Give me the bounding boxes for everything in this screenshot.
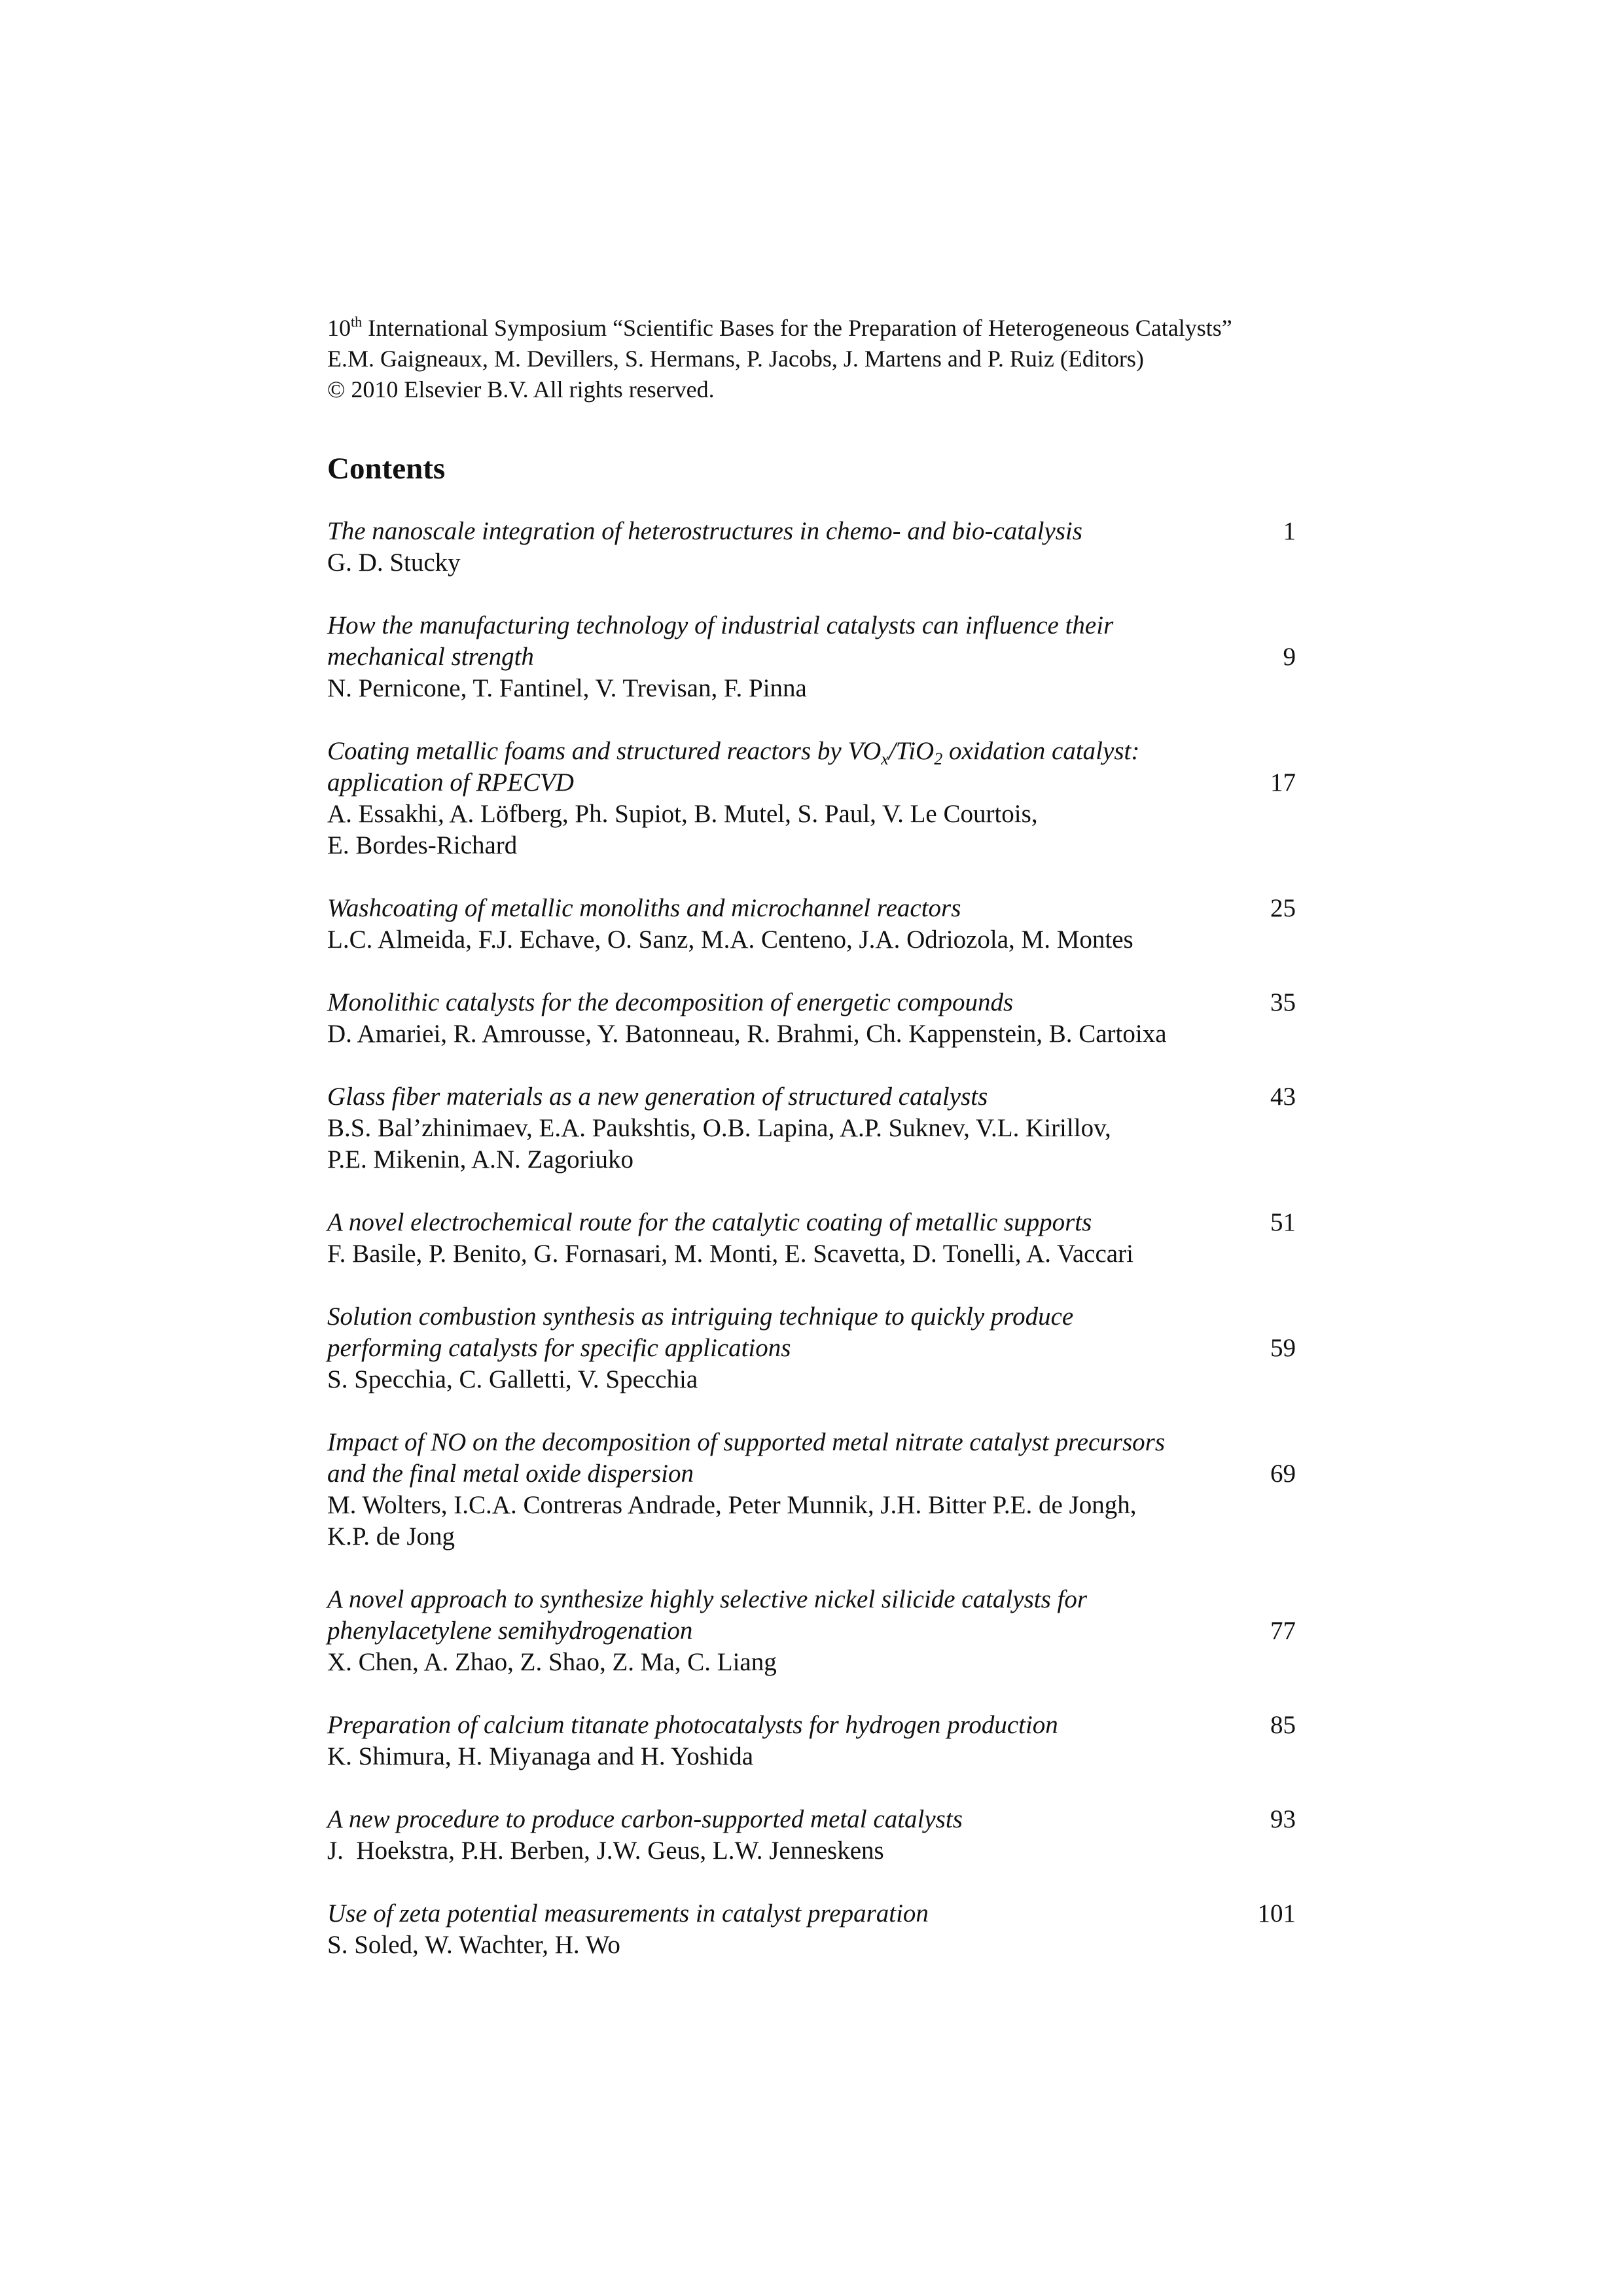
toc-entry	[327, 1301, 1296, 1395]
entry-title-line: Solution combustion synthesis as intriguing technique to quickly produce	[327, 1302, 1074, 1331]
entry-title-line: A novel electrochemical route for the catalytic coating of metallic supports	[327, 1208, 1092, 1236]
entry-authors	[327, 1364, 1230, 1395]
entry-authors-line: A. Essakhi, A. Löfberg, Ph. Supiot, B. Mutel, S. Paul, V. Le Courtois,	[327, 800, 1038, 828]
entry-title	[327, 516, 1230, 547]
entry-page-number: 59	[1270, 1334, 1296, 1362]
entry-authors	[327, 1113, 1230, 1175]
entry-page-number: 101	[1257, 1899, 1296, 1928]
entry-title-line: The nanoscale integration of heterostructures in chemo- and bio-catalysis	[327, 517, 1082, 545]
book-header	[327, 313, 1309, 405]
toc-entry	[327, 1710, 1296, 1772]
entry-title-line: A novel approach to synthesize highly selective nickel silicide catalysts for	[327, 1585, 1088, 1613]
entry-title-line: How the manufacturing technology of industrial catalysts can influence their	[327, 611, 1114, 639]
entry-page-number: 77	[1270, 1617, 1296, 1645]
entry-title-line: A new procedure to produce carbon-supported metal catalysts	[327, 1805, 963, 1833]
entry-page-number: 85	[1270, 1711, 1296, 1739]
entry-page-number: 17	[1270, 768, 1296, 797]
entry-title-line: Impact of NO on the decomposition of supported metal nitrate catalyst precursors	[327, 1428, 1166, 1456]
entry-page-number: 25	[1270, 894, 1296, 922]
symposium-line	[327, 313, 1309, 344]
entry-authors-line: L.C. Almeida, F.J. Echave, O. Sanz, M.A. Centeno, J.A. Odriozola, M. Montes	[327, 925, 1133, 954]
toc-entry	[327, 987, 1296, 1050]
title-text: oxidation catalyst:	[942, 737, 1140, 765]
entry-authors	[327, 1835, 1230, 1867]
title-text: Coating metallic foams and structured reactors by VO	[327, 737, 882, 765]
toc-entry	[327, 610, 1296, 704]
entry-title-line: Use of zeta potential measurements in catalyst preparation	[327, 1899, 929, 1928]
entry-page-number: 9	[1283, 643, 1296, 671]
entry-title	[327, 1710, 1230, 1741]
entry-authors	[327, 798, 1230, 861]
toc-entry	[327, 1584, 1296, 1678]
entry-authors-line: E. Bordes-Richard	[327, 831, 518, 859]
toc-entry	[327, 893, 1296, 956]
entry-page-number: 69	[1270, 1460, 1296, 1488]
entry-page-number: 35	[1270, 988, 1296, 1016]
toc-entry	[327, 516, 1296, 579]
entry-authors	[327, 1741, 1230, 1772]
entry-authors-line: N. Pernicone, T. Fantinel, V. Trevisan, F. Pinna	[327, 674, 807, 702]
entry-title-line: mechanical strength	[327, 643, 534, 671]
subscript-x: x	[881, 749, 889, 768]
entry-authors-line: P.E. Mikenin, A.N. Zagoriuko	[327, 1145, 633, 1174]
entry-title	[327, 1207, 1230, 1238]
entry-title-line: and the final metal oxide dispersion	[327, 1460, 694, 1488]
title-text: /TiO	[888, 737, 935, 765]
entry-authors-line: D. Amariei, R. Amrousse, Y. Batonneau, R. Brahmi, Ch. Kappenstein, B. Cartoixa	[327, 1020, 1167, 1048]
copyright-line: © 2010 Elsevier B.V. All rights reserved.	[327, 376, 715, 403]
entry-title-line: phenylacetylene semihydrogenation	[327, 1617, 693, 1645]
entry-authors-line: J. Hoekstra, P.H. Berben, J.W. Geus, L.W. Jenneskens	[327, 1837, 884, 1865]
entry-authors-line: K.P. de Jong	[327, 1522, 455, 1551]
contents-heading: Contents	[327, 452, 446, 486]
entry-title-line	[327, 736, 1230, 767]
editors-line: E.M. Gaigneaux, M. Devillers, S. Hermans, P. Jacobs, J. Martens and P. Ruiz (Editors)	[327, 346, 1144, 372]
entry-title	[327, 1584, 1230, 1647]
entry-title	[327, 1804, 1230, 1835]
entry-title-line: Glass fiber materials as a new generation of structured catalysts	[327, 1083, 988, 1111]
entry-authors	[327, 924, 1230, 956]
toc-entry	[327, 1207, 1296, 1270]
symposium-name: International Symposium “Scientific Bases for the Preparation of Heterogeneous Catalysts”	[362, 315, 1232, 341]
entry-authors-line: M. Wolters, I.C.A. Contreras Andrade, Peter Munnik, J.H. Bitter P.E. de Jongh,	[327, 1491, 1137, 1519]
entry-authors	[327, 673, 1230, 704]
ordinal-suffix: th	[351, 314, 363, 330]
subscript-2: 2	[934, 749, 943, 768]
entry-title-line: Monolithic catalysts for the decomposition of energetic compounds	[327, 988, 1014, 1016]
entry-authors-line: F. Basile, P. Benito, G. Fornasari, M. Monti, E. Scavetta, D. Tonelli, A. Vaccari	[327, 1240, 1133, 1268]
toc-entry	[327, 1427, 1296, 1552]
entry-authors	[327, 547, 1230, 579]
entry-authors-line: S. Soled, W. Wachter, H. Wo	[327, 1931, 620, 1959]
toc-entry	[327, 1898, 1296, 1961]
entry-title-line: Preparation of calcium titanate photocatalysts for hydrogen production	[327, 1711, 1058, 1739]
entry-title-line: Washcoating of metallic monoliths and microchannel reactors	[327, 894, 961, 922]
entry-title	[327, 1081, 1230, 1113]
entry-authors	[327, 1490, 1230, 1552]
toc-entry	[327, 736, 1296, 861]
entry-authors-line: S. Specchia, C. Galletti, V. Specchia	[327, 1365, 698, 1393]
entry-authors-line: X. Chen, A. Zhao, Z. Shao, Z. Ma, C. Liang	[327, 1648, 777, 1676]
entry-title	[327, 987, 1230, 1018]
toc-entry	[327, 1081, 1296, 1175]
entry-authors-line: B.S. Bal’zhinimaev, E.A. Paukshtis, O.B. Lapina, A.P. Suknev, V.L. Kirillov,	[327, 1114, 1111, 1142]
entry-page-number: 93	[1270, 1805, 1296, 1833]
entry-title	[327, 1427, 1230, 1490]
entry-title-line: performing catalysts for specific applications	[327, 1334, 791, 1362]
entry-title	[327, 893, 1230, 924]
entry-authors	[327, 1647, 1230, 1678]
entry-title	[327, 610, 1230, 673]
entry-title	[327, 1898, 1230, 1929]
entry-authors	[327, 1238, 1230, 1270]
entry-authors-line: K. Shimura, H. Miyanaga and H. Yoshida	[327, 1742, 754, 1770]
entry-title-line: application of RPECVD	[327, 768, 574, 797]
entry-title	[327, 1301, 1230, 1364]
toc-entry	[327, 1804, 1296, 1867]
symposium-ordinal: 10	[327, 315, 351, 341]
entry-title	[327, 736, 1230, 798]
entry-authors	[327, 1929, 1230, 1961]
entry-authors	[327, 1018, 1230, 1050]
entry-page-number: 51	[1270, 1208, 1296, 1236]
entry-authors-line: G. D. Stucky	[327, 548, 461, 577]
entry-page-number: 1	[1283, 517, 1296, 545]
entry-page-number: 43	[1270, 1083, 1296, 1111]
